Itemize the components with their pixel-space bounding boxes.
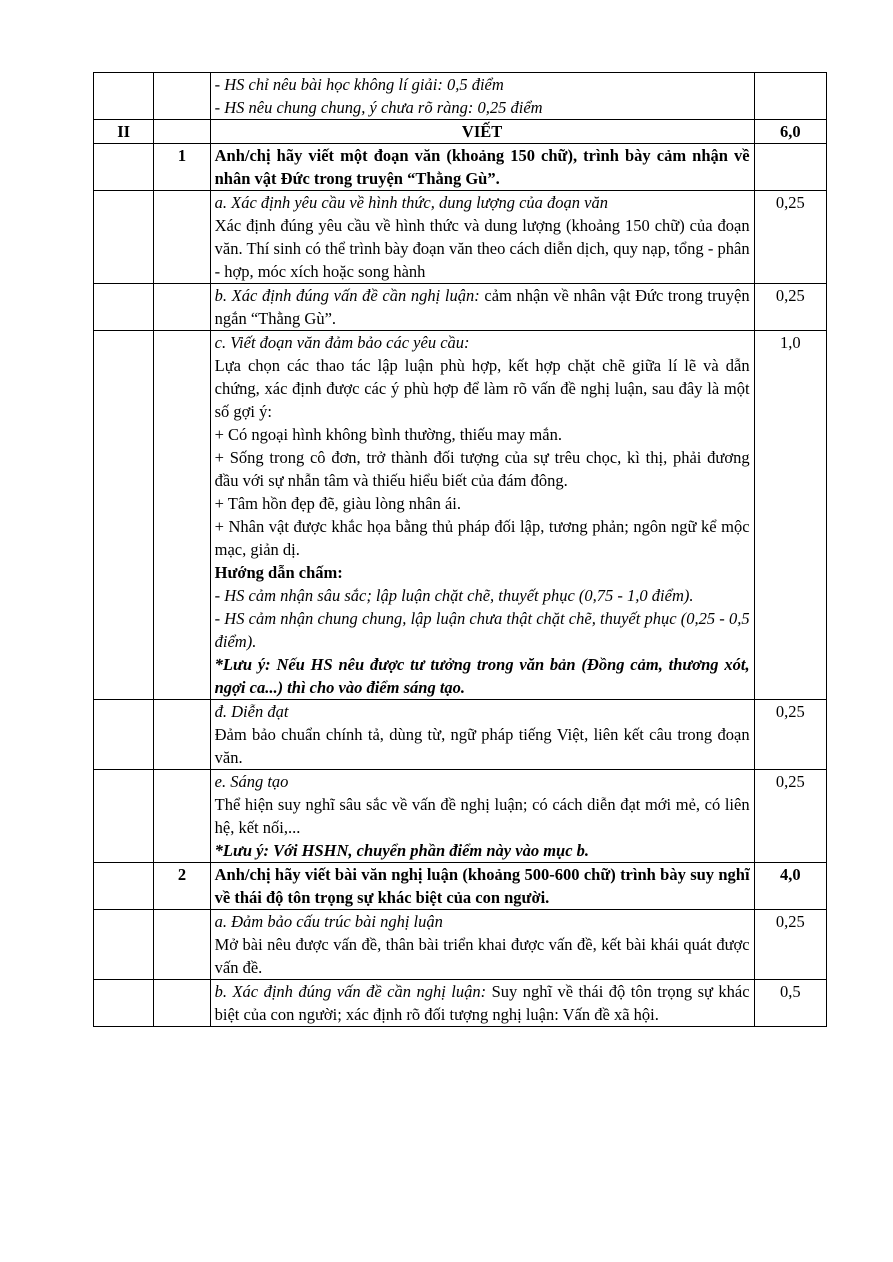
content-line: VIẾT — [461, 122, 503, 141]
content-line: - HS nêu chung chung, ý chưa rõ ràng: 0,25 điểm — [214, 98, 543, 117]
question-number-cell — [154, 284, 210, 331]
content-line: + Tâm hồn đẹp đẽ, giàu lòng nhân ái. — [214, 494, 461, 513]
table-row — [94, 863, 827, 910]
content-line — [215, 284, 750, 330]
section-number-cell — [94, 910, 154, 980]
content-cell — [210, 980, 754, 1027]
content-line: + Có ngoại hình không bình thường, thiếu may mắn. — [214, 425, 562, 444]
section-number-cell — [94, 284, 154, 331]
table-row — [94, 331, 827, 700]
content-line: a. Xác định yêu cầu về hình thức, dung lượng của đoạn văn — [214, 193, 609, 212]
section-number-cell — [94, 700, 154, 770]
question-number-cell — [154, 331, 210, 700]
criterion-heading: b. Xác định đúng vấn đề cần nghị luận: — [214, 286, 480, 305]
score-cell: 0,25 — [754, 700, 826, 770]
table-row — [94, 910, 827, 980]
criterion-text: cảm nhận về nhân vật Đức trong truyện ngắn “Thằng Gù”. — [214, 286, 750, 328]
content-line — [215, 980, 750, 1026]
table-row — [94, 770, 827, 863]
score-cell: 0,25 — [754, 284, 826, 331]
content-cell — [210, 144, 754, 191]
content-cell — [210, 120, 754, 144]
grading-table-body — [94, 73, 827, 1027]
section-number-cell — [94, 73, 154, 120]
section-number-cell — [94, 980, 154, 1027]
section-number-cell — [94, 331, 154, 700]
content-line: *Lưu ý: Nếu HS nêu được tư tưởng trong văn bản (Đồng cảm, thương xót, ngợi ca...) thì cho vào điểm sáng tạo. — [214, 655, 750, 697]
section-number-cell — [94, 191, 154, 284]
section-number-cell: II — [94, 120, 154, 144]
content-cell — [210, 73, 754, 120]
criterion-text: Suy nghĩ về thái độ tôn trọng sự khác biệt của con người; xác định rõ đối tượng nghị luận: Vấn đề xã hội. — [214, 982, 750, 1024]
score-cell: 0,25 — [754, 770, 826, 863]
table-row — [94, 980, 827, 1027]
content-line: đ. Diễn đạt — [214, 702, 289, 721]
question-number-cell: 1 — [154, 144, 210, 191]
content-line: *Lưu ý: Với HSHN, chuyển phần điểm này vào mục b. — [214, 841, 590, 860]
section-number-cell — [94, 863, 154, 910]
question-number-cell — [154, 73, 210, 120]
table-row — [94, 284, 827, 331]
question-number-cell — [154, 700, 210, 770]
table-row — [94, 700, 827, 770]
content-line: Đảm bảo chuẩn chính tả, dùng từ, ngữ pháp tiếng Việt, liên kết câu trong đoạn văn. — [214, 725, 750, 767]
content-line: Mở bài nêu được vấn đề, thân bài triển khai được vấn đề, kết bài khái quát được vấn đề. — [214, 935, 750, 977]
question-number-cell — [154, 120, 210, 144]
content-line: - HS cảm nhận chung chung, lập luận chưa thật chặt chẽ, thuyết phục (0,25 - 0,5 điểm). — [214, 609, 750, 651]
content-cell — [210, 331, 754, 700]
content-line: a. Đảm bảo cấu trúc bài nghị luận — [214, 912, 443, 931]
section-number-cell — [94, 770, 154, 863]
content-line: Anh/chị hãy viết bài văn nghị luận (khoảng 500-600 chữ) trình bày suy nghĩ về thái độ tôn trọng sự khác biệt của con người. — [214, 865, 750, 907]
table-row — [94, 120, 827, 144]
content-cell — [210, 910, 754, 980]
score-cell: 6,0 — [754, 120, 826, 144]
question-number-cell — [154, 910, 210, 980]
question-number-cell — [154, 980, 210, 1027]
content-line: + Sống trong cô đơn, trở thành đối tượng của sự trêu chọc, kì thị, phải đương đầu với sự nhẫn tâm và thiếu hiểu biết của đám đông. — [214, 448, 750, 490]
content-line: + Nhân vật được khắc họa bằng thủ pháp đối lập, tương phản; ngôn ngữ kể mộc mạc, giản dị. — [214, 517, 750, 559]
content-cell — [210, 863, 754, 910]
score-cell: 4,0 — [754, 863, 826, 910]
score-cell: 1,0 — [754, 331, 826, 700]
content-cell — [210, 191, 754, 284]
content-cell — [210, 770, 754, 863]
grading-table — [93, 72, 827, 1027]
content-cell — [210, 700, 754, 770]
table-row — [94, 73, 827, 120]
content-line: Thể hiện suy nghĩ sâu sắc về vấn đề nghị luận; có cách diễn đạt mới mẻ, có liên hệ, kết nối,... — [214, 795, 750, 837]
table-row — [94, 144, 827, 191]
content-line: Hướng dẫn chấm: — [214, 563, 343, 582]
table-row — [94, 191, 827, 284]
content-cell — [210, 284, 754, 331]
content-line: - HS cảm nhận sâu sắc; lập luận chặt chẽ, thuyết phục (0,75 - 1,0 điểm). — [214, 586, 694, 605]
criterion-heading: b. Xác định đúng vấn đề cần nghị luận: — [214, 982, 487, 1001]
score-cell: 0,25 — [754, 191, 826, 284]
question-number-cell — [154, 191, 210, 284]
score-cell — [754, 144, 826, 191]
content-line: c. Viết đoạn văn đảm bảo các yêu cầu: — [214, 333, 470, 352]
content-line: e. Sáng tạo — [214, 772, 289, 791]
content-line: Anh/chị hãy viết một đoạn văn (khoảng 150 chữ), trình bày cảm nhận về nhân vật Đức trong truyện “Thằng Gù”. — [214, 146, 750, 188]
score-cell: 0,5 — [754, 980, 826, 1027]
content-line: Lựa chọn các thao tác lập luận phù hợp, kết hợp chặt chẽ giữa lí lẽ và dẫn chứng, xác định được các ý phù hợp để làm rõ vấn đề nghị luận, sau đây là một số gợi ý: — [214, 356, 750, 421]
content-line: - HS chỉ nêu bài học không lí giải: 0,5 điểm — [214, 75, 504, 94]
content-line: Xác định đúng yêu cầu về hình thức và dung lượng (khoảng 150 chữ) của đoạn văn. Thí sinh có thể trình bày đoạn văn theo cách diễn dịch, quy nạp, tổng - phân - hợp, móc xích hoặc song hành — [214, 216, 750, 281]
question-number-cell: 2 — [154, 863, 210, 910]
score-cell — [754, 73, 826, 120]
question-number-cell — [154, 770, 210, 863]
section-number-cell — [94, 144, 154, 191]
score-cell: 0,25 — [754, 910, 826, 980]
